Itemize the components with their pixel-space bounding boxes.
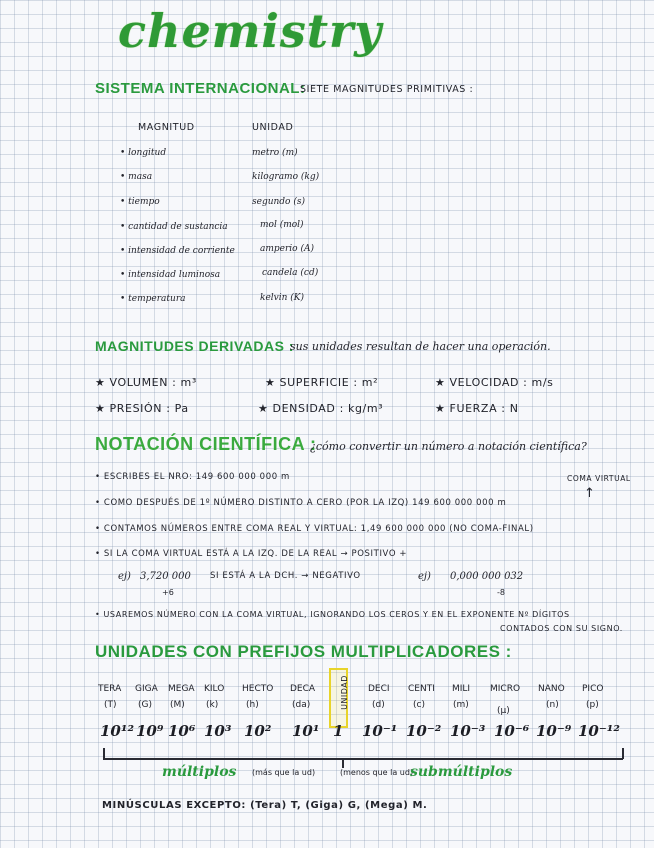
prefix-exponent: 10⁻⁹ (536, 722, 572, 740)
notacion-subtitle: ¿cómo convertir un número a notación científica? (310, 440, 587, 453)
prefix-name: GIGA (135, 684, 158, 694)
si-row-unidad: amperio (A) (260, 244, 314, 254)
contados-label: CONTADOS CON SU SIGNO. (500, 624, 623, 633)
prefix-name: MICRO (490, 684, 521, 694)
derivada-fuerza: ★ FUERZA : N (435, 402, 519, 415)
unidad-label: UNIDAD (339, 675, 349, 710)
minusculas-note: MINÚSCULAS EXCEPTO: (Tera) T, (Giga) G, (Mega) M. (102, 800, 428, 811)
ej2-label: ej) (418, 571, 431, 582)
prefix-symbol: (n) (546, 700, 559, 710)
ej2-exp: -8 (497, 588, 505, 597)
si-row-unidad: kilogramo (kg) (252, 172, 320, 182)
prefix-name: HECTO (242, 684, 274, 694)
derivada-presion: ★ PRESIÓN : Pa (95, 402, 189, 415)
prefix-name: PICO (582, 684, 604, 694)
ej2-value: 0,000 000 032 (450, 571, 524, 582)
si-row-unidad: segundo (s) (252, 197, 305, 207)
col-unidad: UNIDAD (252, 122, 294, 133)
prefix-name: DECI (368, 684, 390, 694)
prefix-name: NANO (538, 684, 565, 694)
prefix-exponent: 10⁻³ (450, 722, 486, 740)
prefix-exponent: 10⁻¹² (578, 722, 620, 740)
si-row-magnitud: • temperatura (120, 294, 186, 304)
col-magnitud: MAGNITUD (138, 122, 195, 133)
derivada-superficie: ★ SUPERFICIE : m² (265, 376, 379, 389)
notacion-line: • ESCRIBES EL NRO: 149 600 000 000 m (95, 472, 290, 482)
prefix-symbol: (p) (586, 700, 599, 710)
si-row-magnitud: • masa (120, 172, 153, 182)
prefix-symbol: (T) (104, 700, 117, 710)
prefix-symbol: (M) (170, 700, 185, 710)
si-row-magnitud: • intensidad de corriente (120, 246, 235, 256)
prefix-name: DECA (290, 684, 316, 694)
bracket-line (103, 758, 623, 760)
menos-que-label: (menos que la ud) (340, 768, 414, 777)
notacion-line: • CONTAMOS NÚMEROS ENTRE COMA REAL Y VIRTUAL: 1,49 600 000 000 (NO COMA-FINAL) (95, 524, 534, 534)
prefix-symbol: (da) (292, 700, 311, 710)
notacion-heading: NOTACIÓN CIENTÍFICA : (95, 434, 317, 454)
prefix-symbol: (m) (453, 700, 469, 710)
derivadas-subtitle: sus unidades resultan de hacer una operación. (290, 340, 551, 353)
bracket-center-tick (342, 758, 344, 768)
prefix-symbol: (h) (246, 700, 259, 710)
submultiplos-label: submúltiplos (410, 764, 513, 780)
si-row-magnitud: • longitud (120, 148, 167, 158)
prefix-exponent: 10⁹ (136, 722, 164, 740)
prefix-name: KILO (204, 684, 225, 694)
prefix-symbol: (μ) (497, 706, 510, 716)
notacion-line: • COMO DESPUÉS DE 1º NÚMERO DISTINTO A CERO (POR LA IZQ) 149 600 000 000 m (95, 498, 507, 508)
notacion-line: • SI LA COMA VIRTUAL ESTÁ A LA IZQ. DE LA REAL → POSITIVO + (95, 549, 408, 559)
coma-virtual-label: COMA VIRTUAL (567, 474, 631, 483)
prefix-exponent: 10⁶ (168, 722, 196, 740)
prefix-exponent: 10⁻² (406, 722, 442, 740)
prefix-symbol: (d) (372, 700, 385, 710)
derivada-velocidad: ★ VELOCIDAD : m/s (435, 376, 554, 389)
bracket-left-tick (103, 748, 105, 759)
si-subtitle: SIETE MAGNITUDES PRIMITIVAS : (300, 84, 474, 95)
bracket-right-tick (622, 748, 624, 759)
si-row-unidad: mol (mol) (260, 220, 304, 230)
si-heading: SISTEMA INTERNACIONAL: (95, 80, 306, 97)
si-row-magnitud: • intensidad luminosa (120, 270, 221, 280)
multiplos-label: múltiplos (162, 764, 237, 780)
ej1-label: ej) (118, 571, 131, 582)
prefix-exponent: 10² (244, 722, 272, 740)
si-row-magnitud: • tiempo (120, 197, 160, 207)
ej1-exp: +6 (162, 588, 174, 597)
prefix-exponent: 10⁻¹ (362, 722, 398, 740)
mas-que-label: (más que la ud) (252, 768, 316, 777)
derivada-volumen: ★ VOLUMEN : m³ (95, 376, 197, 389)
prefix-symbol: (G) (138, 700, 152, 710)
prefijos-heading: UNIDADES CON PREFIJOS MULTIPLICADORES : (95, 642, 512, 661)
notacion-line: • USAREMOS NÚMERO CON LA COMA VIRTUAL, IGNORANDO LOS CEROS Y EN EL EXPONENTE Nº DÍGITOS (95, 610, 570, 619)
prefix-symbol: (k) (206, 700, 219, 710)
si-row-unidad: candela (cd) (262, 268, 319, 278)
prefix-exponent: 10⁻⁶ (494, 722, 530, 740)
si-row-unidad: metro (m) (252, 148, 298, 158)
derivada-densidad: ★ DENSIDAD : kg/m³ (258, 402, 384, 415)
prefix-name: MEGA (168, 684, 195, 694)
si-row-magnitud: • cantidad de sustancia (120, 222, 228, 232)
prefix-name: TERA (98, 684, 122, 694)
arrow-up-icon: ↑ (584, 486, 595, 501)
derivadas-heading: MAGNITUDES DERIVADAS : (95, 338, 294, 354)
prefix-exponent: 1 (333, 722, 344, 740)
ej1-value: 3,720 000 (140, 571, 191, 582)
prefix-name: MILI (452, 684, 471, 694)
prefix-exponent: 10¹² (100, 722, 135, 740)
prefix-symbol: (c) (413, 700, 425, 710)
page-title: chemistry (118, 4, 382, 58)
prefix-exponent: 10¹ (292, 722, 320, 740)
prefix-exponent: 10³ (204, 722, 232, 740)
prefix-name: CENTI (408, 684, 435, 694)
arrow-negativo: SI ESTÁ A LA DCH. → NEGATIVO (210, 571, 361, 581)
si-row-unidad: kelvin (K) (260, 293, 305, 303)
